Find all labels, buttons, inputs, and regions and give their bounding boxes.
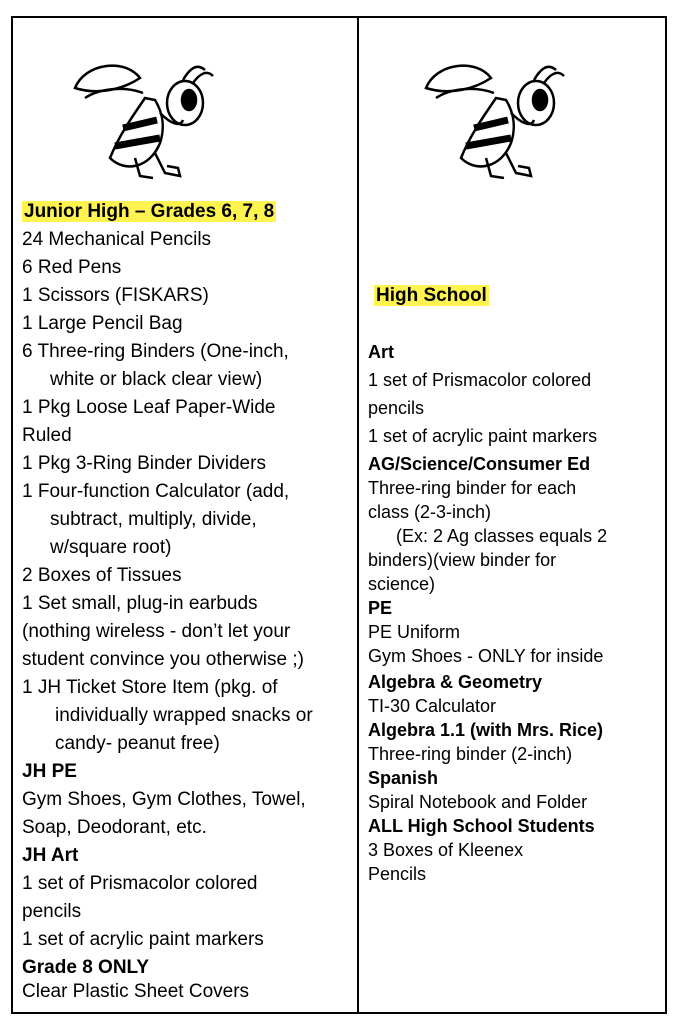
list-item: Pencils [368, 864, 427, 884]
list-item: 6 Red Pens [22, 257, 122, 278]
list-item: pencils [368, 398, 425, 418]
section-heading: Algebra & Geometry [368, 672, 543, 692]
list-item: Clear Plastic Sheet Covers [22, 981, 250, 1002]
list-item: 1 JH Ticket Store Item (pkg. of [22, 677, 278, 698]
list-item: 1 set of Prismacolor colored [368, 370, 592, 390]
list-item: Three-ring binder for each [368, 478, 577, 498]
section-heading: Art [368, 342, 394, 362]
list-item: 2 Boxes of Tissues [22, 565, 182, 586]
list-item: (nothing wireless - don’t let your [22, 621, 291, 642]
list-item: PE Uniform [368, 622, 461, 642]
list-item: 1 Set small, plug-in earbuds [22, 593, 258, 614]
list-item: 1 set of acrylic paint markers [368, 426, 598, 446]
list-item: 1 Scissors (FISKARS) [22, 285, 209, 306]
list-item: 24 Mechanical Pencils [22, 229, 212, 250]
list-item: w/square root) [50, 537, 172, 558]
section-heading: JH Art [22, 845, 79, 866]
list-item: subtract, multiply, divide, [50, 509, 257, 530]
list-item: 1 set of acrylic paint markers [22, 929, 264, 950]
list-item: Three-ring binder (2-inch) [368, 744, 573, 764]
list-item: individually wrapped snacks or [55, 705, 313, 726]
list-item: 6 Three-ring Binders (One-inch, [22, 341, 289, 362]
column-divider [357, 16, 359, 1014]
list-item: science) [368, 574, 436, 594]
list-item: class (2-3-inch) [368, 502, 492, 522]
list-item: 1 Four-function Calculator (add, [22, 481, 290, 502]
section-heading: AG/Science/Consumer Ed [368, 454, 591, 474]
junior-high-heading-text: Junior High – Grades 6, 7, 8 [24, 201, 275, 222]
junior-high-heading [22, 200, 276, 224]
hornet-mascot-left [65, 58, 215, 188]
section-heading: Algebra 1.1 (with Mrs. Rice) [368, 720, 604, 740]
list-item: pencils [22, 901, 82, 922]
list-item: 1 Pkg 3-Ring Binder Dividers [22, 453, 266, 474]
list-item: 1 set of Prismacolor colored [22, 873, 258, 894]
list-item: 1 Large Pencil Bag [22, 313, 183, 334]
list-item: 1 Pkg Loose Leaf Paper-Wide [22, 397, 276, 418]
list-item: Spiral Notebook and Folder [368, 792, 588, 812]
section-heading: PE [368, 598, 393, 618]
list-item: Ruled [22, 425, 72, 446]
list-item: 3 Boxes of Kleenex [368, 840, 524, 860]
list-item: Gym Shoes, Gym Clothes, Towel, [22, 789, 306, 810]
list-item: candy- peanut free) [55, 733, 220, 754]
list-item: student convince you otherwise ;) [22, 649, 304, 670]
high-school-heading [374, 284, 489, 308]
list-item: (Ex: 2 Ag classes equals 2 [396, 526, 608, 546]
list-item: white or black clear view) [50, 369, 263, 390]
list-item: TI-30 Calculator [368, 696, 497, 716]
section-heading: ALL High School Students [368, 816, 595, 836]
high-school-heading-text: High School [376, 285, 487, 306]
section-heading: JH PE [22, 761, 77, 782]
list-item: Gym Shoes - ONLY for inside [368, 646, 604, 666]
list-item: binders)(view binder for [368, 550, 557, 570]
section-heading: Spanish [368, 768, 439, 788]
hornet-mascot-right [416, 58, 566, 188]
list-item: Soap, Deodorant, etc. [22, 817, 207, 838]
section-heading: Grade 8 ONLY [22, 957, 150, 978]
